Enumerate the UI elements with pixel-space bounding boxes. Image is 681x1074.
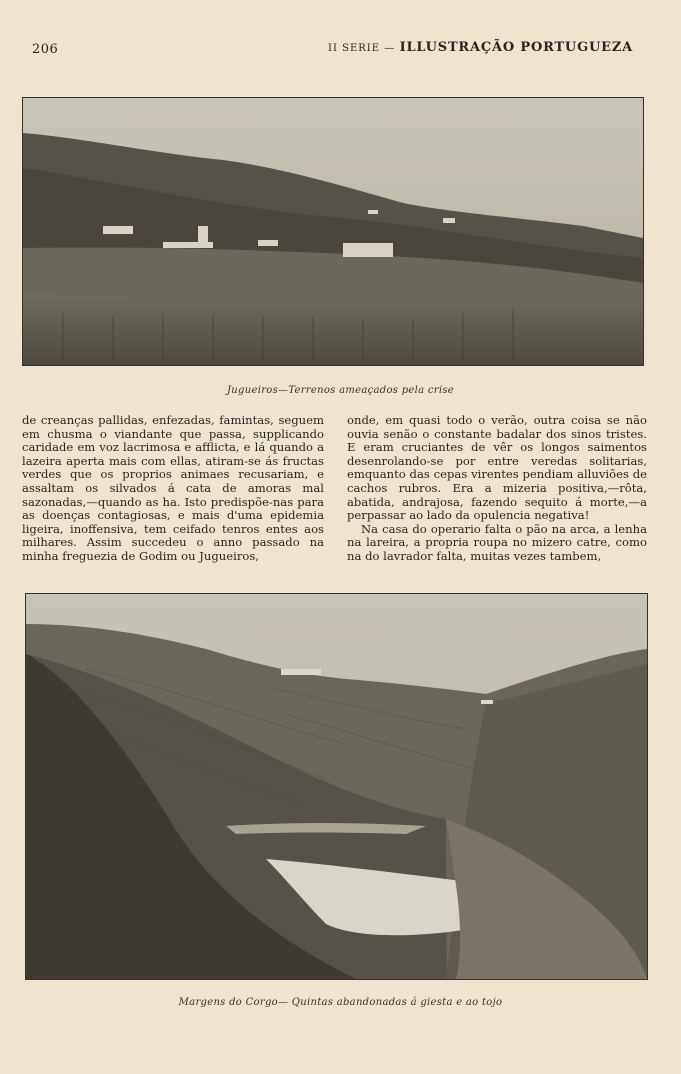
photo-jugueiros-landscape	[22, 97, 644, 366]
paragraph: onde, em quasi todo o verão, outra coisa se não ouvia senão o constante badalar dos sinos tristes. E eram cruciantes de vêr os longos saimentos desenrolando-se por entre veredas solitarias, emquanto das cepas virentes pendiam alluviões de cachos rubros. Era a mizeria positiva,—rôta, abatida, andrajosa, fazendo sequito á morte,—a perpassar ao lado da opulencia negativa!	[347, 413, 647, 523]
page-number: 206	[32, 42, 59, 57]
photo-caption: Jugueiros—Terrenos ameaçados pela crise	[226, 385, 454, 396]
article-column-right	[347, 414, 647, 564]
running-head	[328, 40, 633, 55]
paragraph: Na casa do operario falta o pão na arca, a lenha na lareira, a propria roupa no mizero catre, como na do lavrador falta, muitas vezes tambem,	[347, 521, 647, 563]
valley-illustration	[26, 594, 647, 979]
landscape-illustration	[23, 98, 643, 365]
serie-label: II SERIE —	[328, 43, 396, 54]
article-column-left	[22, 414, 324, 564]
magazine-title: ILLUSTRAÇÃO PORTUGUEZA	[399, 40, 633, 55]
paragraph: de creanças pallidas, enfezadas, famintas, seguem em chusma o viandante que passa, supplicando caridade em voz lacrimosa e afflicta, e lá quando a lazeira aperta mais com ellas, atiram-se ás fructas verdes que os proprios animaes recusariam, e assaltam os silvados á cata de amoras mal sazonadas,—quando as ha. Isto predispõe-nas para as doenças contagiosas, e mais d'uma epidemia ligeira, inoffensiva, tem ceifado tenros entes aos milhares. Assim succedeu o anno passado na minha freguezia de Godim ou Jugueiros,	[22, 413, 324, 563]
photo-margens-do-corgo	[25, 593, 648, 980]
photo-caption: Margens do Corgo— Quintas abandonadas á giesta e ao tojo	[178, 997, 503, 1008]
